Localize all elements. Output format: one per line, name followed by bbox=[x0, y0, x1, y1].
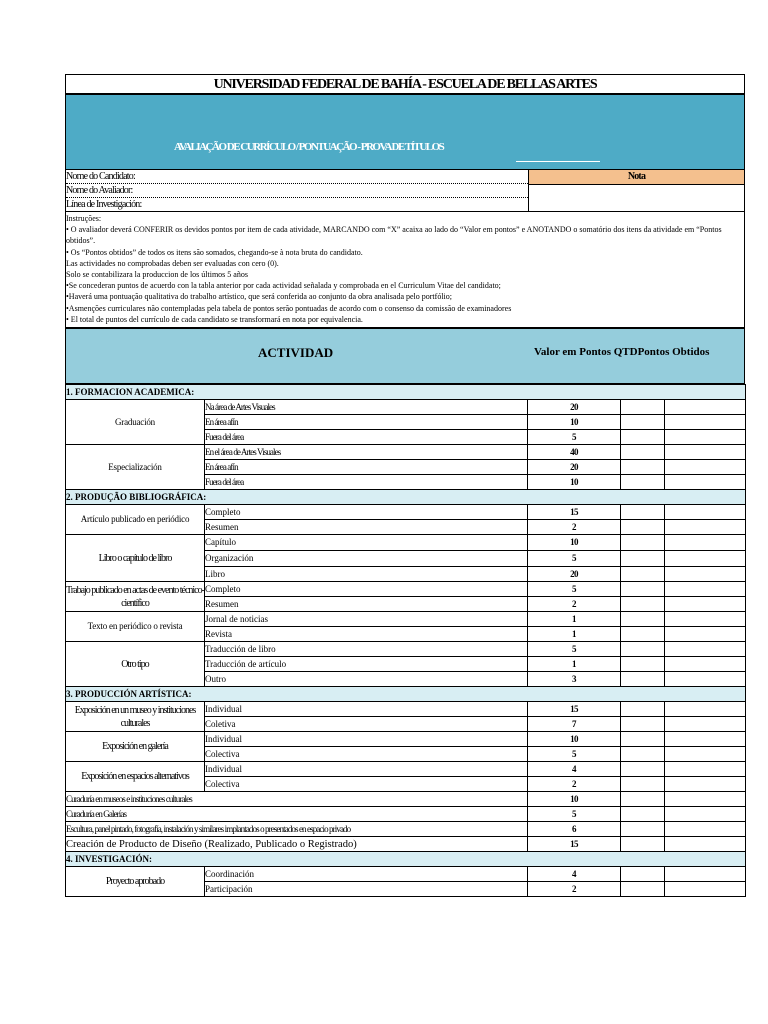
points-value: 40 bbox=[528, 445, 621, 460]
category-label: Proyecto aprobado bbox=[66, 867, 205, 897]
points-value: 2 bbox=[528, 882, 621, 897]
activity-heading: ACTIVIDAD bbox=[258, 345, 334, 360]
item-label: Completo bbox=[205, 582, 528, 597]
section-title: 2. PRODUÇÃO BIBLIOGRÁFICA: bbox=[66, 490, 746, 505]
points-obtained-input[interactable] bbox=[665, 867, 746, 882]
points-obtained-input[interactable] bbox=[665, 430, 746, 445]
points-obtained-input[interactable] bbox=[665, 612, 746, 627]
points-obtained-input[interactable] bbox=[665, 627, 746, 642]
points-obtained-input[interactable] bbox=[665, 642, 746, 657]
points-value: 10 bbox=[528, 415, 621, 430]
points-table bbox=[65, 384, 746, 897]
item-label: Colectiva bbox=[205, 777, 528, 792]
points-value: 6 bbox=[528, 822, 621, 837]
section-title: 1. FORMACION ACADEMICA: bbox=[66, 385, 746, 400]
qtd-input[interactable] bbox=[621, 460, 665, 475]
evaluation-sheet bbox=[65, 74, 745, 897]
table-row bbox=[66, 535, 746, 551]
item-label: Fuera del área bbox=[205, 430, 528, 445]
points-obtained-input[interactable] bbox=[665, 520, 746, 535]
item-label: En área afín bbox=[205, 415, 528, 430]
item-label: Jornal de noticias bbox=[205, 612, 528, 627]
qtd-input[interactable] bbox=[621, 567, 665, 582]
value-heading: Valor em Pontos QTDPontos Obtidos bbox=[534, 346, 710, 358]
candidate-name-field[interactable]: Nome do Candidato: bbox=[66, 170, 528, 184]
points-obtained-input[interactable] bbox=[665, 582, 746, 597]
points-obtained-input[interactable] bbox=[665, 415, 746, 430]
category-label: Exposición en espacios alternativos bbox=[66, 762, 205, 792]
qtd-input[interactable] bbox=[621, 597, 665, 612]
item-label: Creación de Producto de Diseño (Realizado, Publicado o Registrado) bbox=[66, 837, 528, 852]
instruction-line: •Haverá uma pontuação qualitativa do trabalho artístico, que será conferida ao conjunto da obra analisada pelo portfólio; bbox=[66, 292, 452, 302]
points-value: 5 bbox=[528, 807, 621, 822]
qtd-input[interactable] bbox=[621, 657, 665, 672]
qtd-input[interactable] bbox=[621, 551, 665, 567]
points-value: 10 bbox=[528, 792, 621, 807]
points-obtained-input[interactable] bbox=[665, 400, 746, 415]
qtd-input[interactable] bbox=[621, 627, 665, 642]
nota-box bbox=[529, 170, 744, 212]
item-label: Completo bbox=[205, 505, 528, 520]
points-obtained-input[interactable] bbox=[665, 732, 746, 747]
points-value: 20 bbox=[528, 567, 621, 582]
qtd-input[interactable] bbox=[621, 837, 665, 852]
section-row bbox=[66, 490, 746, 505]
points-value: 1 bbox=[528, 612, 621, 627]
points-obtained-input[interactable] bbox=[665, 445, 746, 460]
points-obtained-input[interactable] bbox=[665, 505, 746, 520]
table-row bbox=[66, 445, 746, 460]
table-row bbox=[66, 837, 746, 852]
item-label: Outro bbox=[205, 672, 528, 687]
category-label: Exposición en un museo y instituciones culturales bbox=[66, 702, 205, 732]
qtd-input[interactable] bbox=[621, 762, 665, 777]
item-label: Resumen bbox=[205, 520, 528, 535]
category-label: Especialización bbox=[66, 445, 205, 490]
qtd-input[interactable] bbox=[621, 777, 665, 792]
points-obtained-input[interactable] bbox=[665, 597, 746, 612]
qtd-input[interactable] bbox=[621, 717, 665, 732]
points-value: 1 bbox=[528, 657, 621, 672]
qtd-input[interactable] bbox=[621, 400, 665, 415]
qtd-input[interactable] bbox=[621, 505, 665, 520]
item-label: Individual bbox=[205, 732, 528, 747]
table-row bbox=[66, 642, 746, 657]
qtd-input[interactable] bbox=[621, 792, 665, 807]
item-label: Coordinación bbox=[205, 867, 528, 882]
qtd-input[interactable] bbox=[621, 535, 665, 551]
points-obtained-input[interactable] bbox=[665, 717, 746, 732]
qtd-input[interactable] bbox=[621, 822, 665, 837]
instruction-line: Las actividades no comprobadas deben ser evaluadas con cero (0). bbox=[66, 258, 279, 268]
category-label: Trabajo publicado en actas de evento técnico-científico bbox=[66, 582, 205, 612]
banner bbox=[65, 94, 745, 170]
instruction-line: •Asmenções curriculares não contempladas pela tabela de pontos serão pontuadas de acordo com o consenso da comissão de examinadores bbox=[66, 303, 512, 313]
table-row bbox=[66, 822, 746, 837]
item-label: Revista bbox=[205, 627, 528, 642]
points-obtained-input[interactable] bbox=[665, 882, 746, 897]
points-value: 7 bbox=[528, 717, 621, 732]
points-obtained-input[interactable] bbox=[665, 460, 746, 475]
points-obtained-input[interactable] bbox=[665, 807, 746, 822]
points-value: 20 bbox=[528, 400, 621, 415]
points-value: 2 bbox=[528, 777, 621, 792]
instruction-line: Instruções: bbox=[66, 214, 102, 223]
points-value: 4 bbox=[528, 867, 621, 882]
points-obtained-input[interactable] bbox=[665, 657, 746, 672]
item-label: En el área de Artes Visuales bbox=[205, 445, 528, 460]
points-obtained-input[interactable] bbox=[665, 762, 746, 777]
qtd-input[interactable] bbox=[621, 702, 665, 717]
qtd-input[interactable] bbox=[621, 582, 665, 597]
instruction-line: • El total de puntos del currículo de cada candidato se transformará en nota por equivalencia. bbox=[66, 314, 363, 324]
table-row bbox=[66, 702, 746, 717]
category-label: Otro tipo bbox=[66, 642, 205, 687]
points-value: 5 bbox=[528, 747, 621, 762]
nota-value-field[interactable] bbox=[529, 185, 744, 212]
points-obtained-input[interactable] bbox=[665, 475, 746, 490]
item-label: Organización bbox=[205, 551, 528, 567]
instruction-line: Solo se contabilizara la produccion de los últimos 5 años bbox=[66, 270, 248, 280]
points-obtained-input[interactable] bbox=[665, 747, 746, 762]
item-label: Curaduría en museos e instituciones culturales bbox=[66, 792, 528, 807]
table-row bbox=[66, 505, 746, 520]
qtd-input[interactable] bbox=[621, 415, 665, 430]
research-line-field[interactable]: Línea de Investigación: bbox=[66, 199, 142, 210]
item-label: Fuera del área bbox=[205, 475, 528, 490]
item-label: En área afín bbox=[205, 460, 528, 475]
evaluator-name-field[interactable]: Nome do Avaliador: bbox=[66, 184, 528, 198]
points-value: 15 bbox=[528, 837, 621, 852]
item-label: Coletiva bbox=[205, 717, 528, 732]
item-label: Participación bbox=[205, 882, 528, 897]
points-value: 5 bbox=[528, 582, 621, 597]
nota-label: Nota bbox=[529, 170, 744, 185]
points-obtained-input[interactable] bbox=[665, 822, 746, 837]
points-obtained-input[interactable] bbox=[665, 551, 746, 567]
category-label: Graduación bbox=[66, 400, 205, 445]
table-row bbox=[66, 612, 746, 627]
table-row bbox=[66, 807, 746, 822]
qtd-input[interactable] bbox=[621, 672, 665, 687]
qtd-input[interactable] bbox=[621, 867, 665, 882]
instructions bbox=[65, 212, 745, 328]
section-title: 3. PRODUCCIÓN ARTÍSTICA: bbox=[66, 687, 746, 702]
points-value: 10 bbox=[528, 475, 621, 490]
points-obtained-input[interactable] bbox=[665, 837, 746, 852]
points-obtained-input[interactable] bbox=[665, 567, 746, 582]
item-label: Resumen bbox=[205, 597, 528, 612]
table-row bbox=[66, 400, 746, 415]
qtd-input[interactable] bbox=[621, 520, 665, 535]
qtd-input[interactable] bbox=[621, 732, 665, 747]
banner-title: AVALIAÇÃO DE CURRÍCULO / PONTUAÇÃO - PROVA DE TÍTULOS bbox=[174, 141, 444, 153]
section-title: 4. INVESTIGACIÓN: bbox=[66, 852, 746, 867]
qtd-input[interactable] bbox=[621, 642, 665, 657]
section-row bbox=[66, 385, 746, 400]
points-value: 15 bbox=[528, 505, 621, 520]
points-obtained-input[interactable] bbox=[665, 535, 746, 551]
instruction-line: •Se concederan puntos de acuerdo con la tabla anterior por cada actividad señalada y comprobada en el Curriculum Vitae del candidato; bbox=[66, 281, 501, 291]
item-label: Colectiva bbox=[205, 747, 528, 762]
table-row bbox=[66, 792, 746, 807]
table-header bbox=[65, 328, 745, 384]
points-value: 1 bbox=[528, 627, 621, 642]
university-title: UNIVERSIDAD FEDERAL DE BAHÍA - ESCUELA DE BELLAS ARTES bbox=[65, 74, 745, 94]
name-fields bbox=[66, 170, 529, 212]
qtd-input[interactable] bbox=[621, 445, 665, 460]
item-label: Traducción de artículo bbox=[205, 657, 528, 672]
table-row bbox=[66, 762, 746, 777]
qtd-input[interactable] bbox=[621, 475, 665, 490]
points-value: 10 bbox=[528, 732, 621, 747]
category-label: Artículo publicado en periódico bbox=[66, 505, 205, 535]
item-label: Escultura, panel pintado, fotografía, instalación y similares implantados o presentados en espacio privado bbox=[66, 822, 528, 837]
points-obtained-input[interactable] bbox=[665, 672, 746, 687]
category-label: Libro o capítulo de libro bbox=[66, 535, 205, 582]
points-value: 3 bbox=[528, 672, 621, 687]
item-label: Na área de Artes Visuales bbox=[205, 400, 528, 415]
item-label: Individual bbox=[205, 702, 528, 717]
points-value: 15 bbox=[528, 702, 621, 717]
qtd-input[interactable] bbox=[621, 807, 665, 822]
category-label: Exposición en galería bbox=[66, 732, 205, 762]
points-value: 20 bbox=[528, 460, 621, 475]
qtd-input[interactable] bbox=[621, 882, 665, 897]
qtd-input[interactable] bbox=[621, 430, 665, 445]
points-value: 5 bbox=[528, 642, 621, 657]
points-value: 2 bbox=[528, 520, 621, 535]
instruction-line: • Os “Pontos obtidos” de todos os itens são somados, chegando-se à nota bruta do candidato. bbox=[66, 247, 363, 257]
points-value: 5 bbox=[528, 551, 621, 567]
instruction-line: • O avaliador deverá CONFERIR os devidos pontos por item de cada atividade, MARCANDO com “X” acaixa ao lado do “Valor em pontos” e ANOTANDO o somatório dos itens da atividade em “Pontos obtidos”. bbox=[66, 225, 722, 246]
points-obtained-input[interactable] bbox=[665, 702, 746, 717]
item-label: Curaduría en Galerías bbox=[66, 807, 528, 822]
table-row bbox=[66, 582, 746, 597]
qtd-input[interactable] bbox=[621, 747, 665, 762]
points-value: 2 bbox=[528, 597, 621, 612]
item-label: Individual bbox=[205, 762, 528, 777]
points-value: 5 bbox=[528, 430, 621, 445]
banner-underline bbox=[516, 161, 600, 162]
points-obtained-input[interactable] bbox=[665, 792, 746, 807]
item-label: Traducción de libro bbox=[205, 642, 528, 657]
table-row bbox=[66, 732, 746, 747]
item-label: Capítulo bbox=[205, 535, 528, 551]
points-value: 10 bbox=[528, 535, 621, 551]
item-label: Libro bbox=[205, 567, 528, 582]
table-row bbox=[66, 867, 746, 882]
candidate-info bbox=[65, 170, 745, 212]
qtd-input[interactable] bbox=[621, 612, 665, 627]
section-row bbox=[66, 687, 746, 702]
section-row bbox=[66, 852, 746, 867]
points-value: 4 bbox=[528, 762, 621, 777]
points-obtained-input[interactable] bbox=[665, 777, 746, 792]
category-label: Texto en periódico o revista bbox=[66, 612, 205, 642]
